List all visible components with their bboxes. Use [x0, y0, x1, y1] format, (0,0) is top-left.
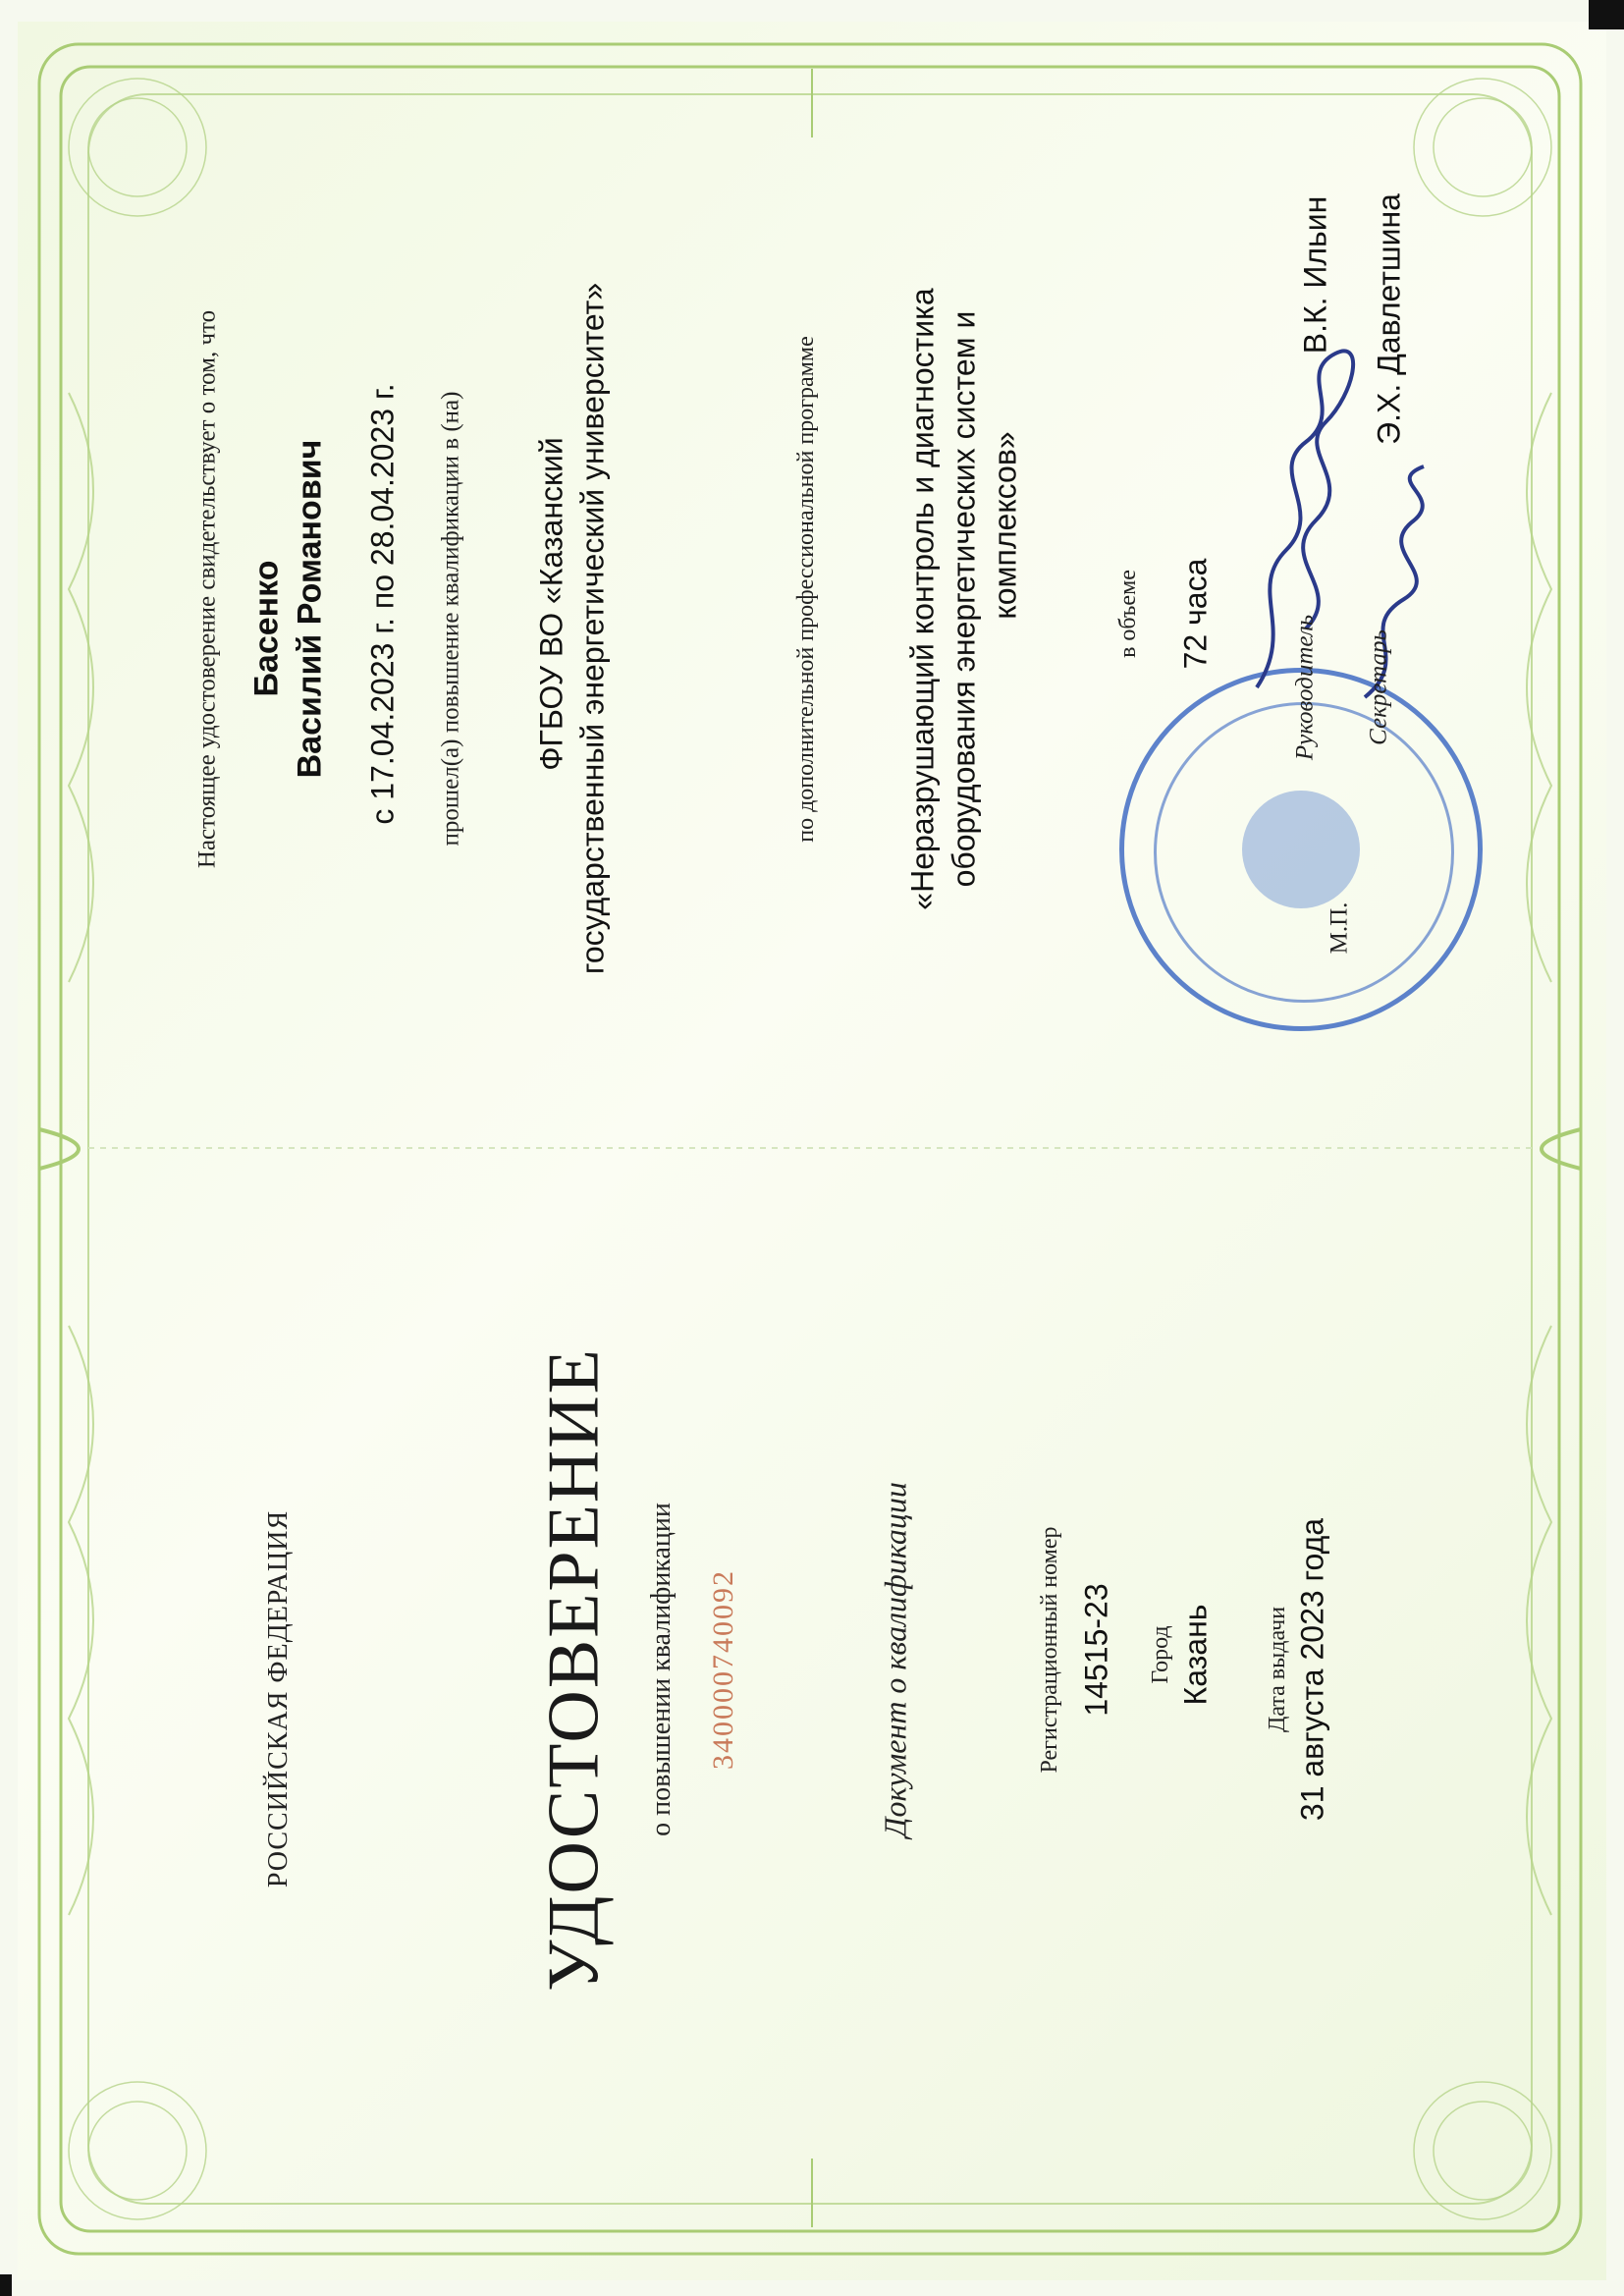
head-name: В.К. Ильин: [1297, 195, 1333, 355]
organization-line-2: государственный энергетический университет»: [574, 282, 611, 975]
city-label: Город: [1148, 1625, 1174, 1684]
training-period: с 17.04.2023 г. по 28.04.2023 г.: [364, 383, 401, 825]
stamp-label: М.П.: [1326, 902, 1353, 955]
secretary-signature-icon: [1345, 462, 1463, 717]
secretary-label: Секретарь: [1365, 629, 1392, 745]
issue-date-label: Дата выдачи: [1265, 1606, 1291, 1733]
scan-edge-mark-bottom: [0, 2274, 12, 2296]
scan-edge-mark: [1589, 0, 1624, 29]
program-label: по дополнительной профессиональной программе: [793, 336, 820, 843]
volume-label: в объеме: [1115, 570, 1142, 658]
document-type: Документ о квалификации: [877, 1482, 913, 1837]
program-line-1: «Неразрушающий контроль и диагностика: [904, 288, 941, 910]
recipient-surname: Басенко: [247, 560, 286, 697]
passed-text: прошел(а) повышение квалификации в (на): [437, 391, 464, 847]
registration-label: Регистрационный номер: [1037, 1526, 1063, 1774]
document-subtitle: о повышении квалификации: [645, 1503, 677, 1836]
issue-date: 31 августа 2023 года: [1294, 1517, 1330, 1822]
program-line-3: комплексов»: [987, 431, 1023, 620]
registration-number: 14515-23: [1078, 1583, 1114, 1717]
country-label: РОССИЙСКАЯ ФЕДЕРАЦИЯ: [262, 1509, 294, 1888]
recipient-name: Василий Романович: [291, 439, 329, 779]
serial-number: 340000740092: [706, 1569, 739, 1770]
intro-text: Настоящее удостоверение свидетельствует о том, что: [193, 309, 221, 869]
program-line-2: оборудования энергетических систем и: [946, 310, 982, 888]
document-title: УДОСТОВЕРЕНИЕ: [533, 1347, 615, 1992]
head-label: Руководитель: [1291, 614, 1319, 761]
volume-value: 72 часа: [1177, 558, 1214, 670]
city-value: Казань: [1177, 1604, 1214, 1706]
secretary-name: Э.Х. Давлетшина: [1371, 193, 1407, 445]
organization-line-1: ФГБОУ ВО «Казанский: [533, 437, 569, 771]
